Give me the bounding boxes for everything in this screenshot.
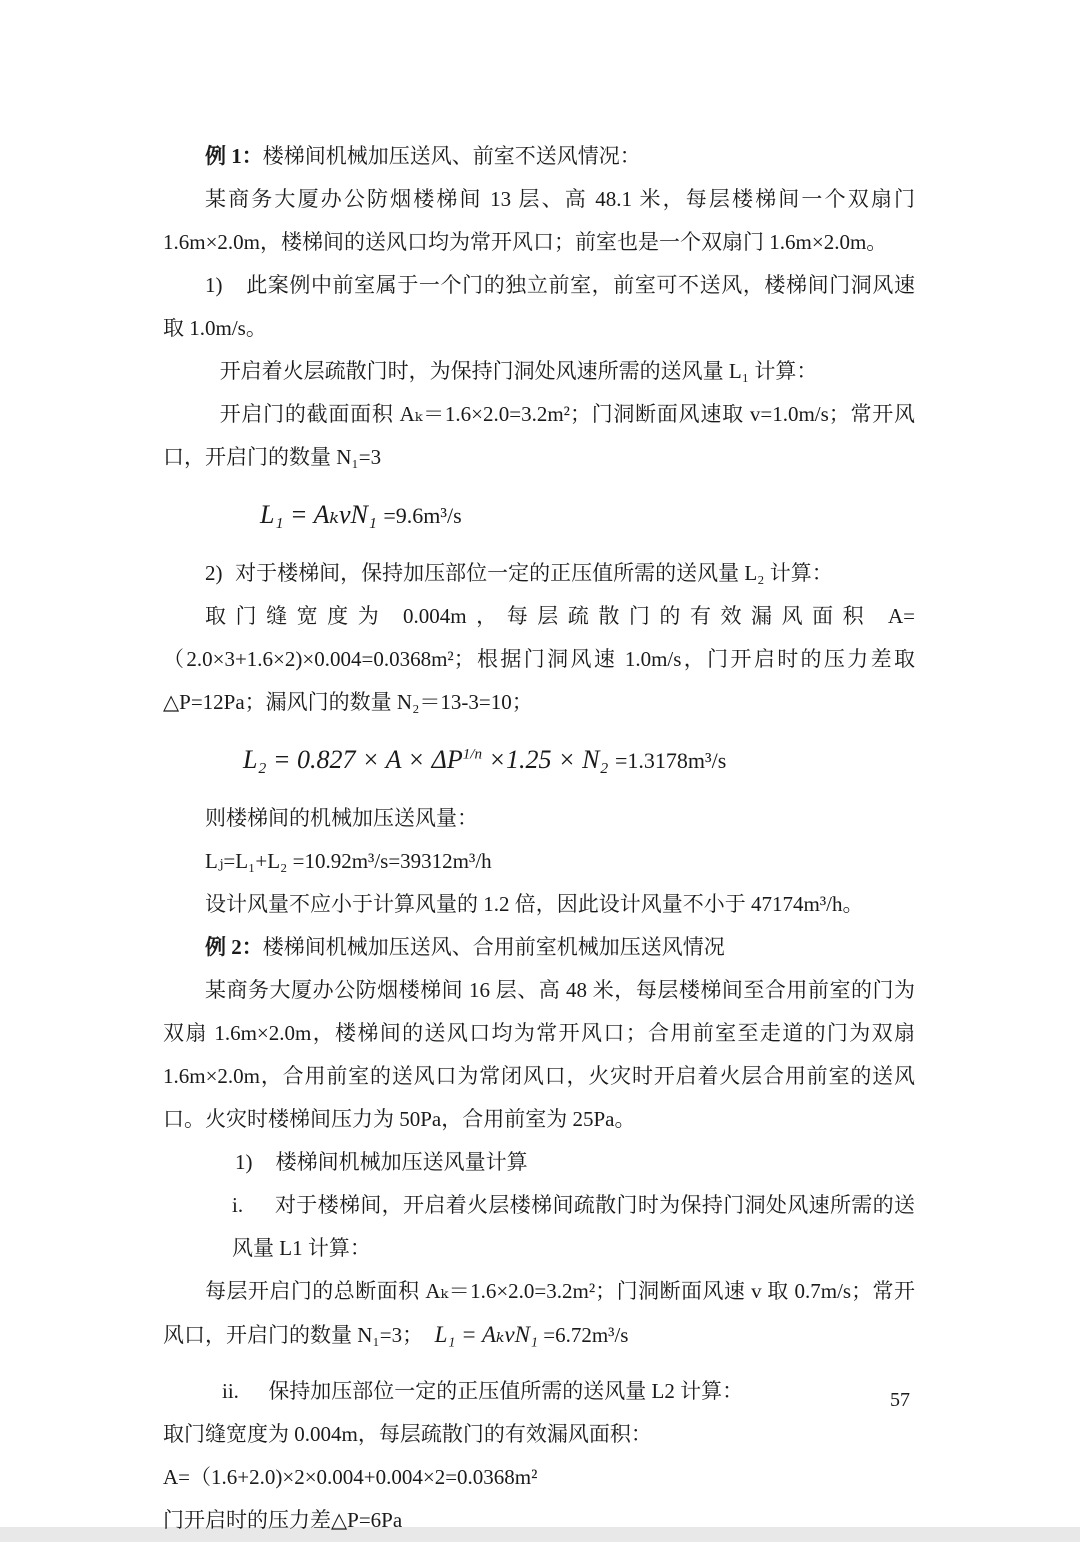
example2-ak-paragraph (163, 1270, 915, 1357)
example1-item-1-text: 此案例中前室属于一个门的独立前室，前室可不送风，楼梯间门洞风速取 1.0m/s。 (163, 273, 915, 340)
example2-formula-l1-result: =6.72m³/s (543, 1323, 629, 1347)
example2-sub-item-ii-text: 保持加压部位一定的正压值所需的送风量 L2 计算： (268, 1379, 744, 1403)
example2-sub-item-i-text: 对于楼梯间，开启着火层楼梯间疏散门时为保持门洞处风速所需的送风量 L1 计算： (232, 1193, 915, 1260)
list-marker-2: 2) (205, 561, 223, 585)
formula-l2-result: =1.3178m³/s (614, 748, 727, 773)
example1-total-paragraph: Lⱼ=L₁+L₂ =10.92m³/s=39312m³/h (205, 849, 492, 873)
example1-item-2 (163, 552, 915, 595)
example1-item-2-text: 对于楼梯间，保持加压部位一定的正压值所需的送风量 L₂ 计算： (235, 561, 833, 585)
example2-item-1 (235, 1141, 915, 1184)
example2-intro-paragraph: 某商务大厦办公防烟楼梯间 16 层、高 48 米，每层楼梯间至合用前室的门为双扇 1.6m×2.0m，楼梯间的送风口均为常开风口；合用前室至走道的门为双扇 1.6m×2.0m，合用前室的送风口为常闭风口，火灾时开启着火层合用前室的送风口。火灾时楼梯间压力为 50Pa，合用前室为 25Pa。 (163, 978, 915, 1131)
list-marker-1: 1) (205, 273, 223, 297)
example1-item-1 (163, 264, 915, 350)
example1-l1-intro-paragraph: 开启着火层疏散门时，为保持门洞处风速所需的送风量 L₁ 计算： (219, 359, 818, 383)
formula-l2-mid: ×1.25 × N₂ (482, 745, 609, 774)
example1-formula-l1 (260, 489, 915, 542)
example1-formula-l2 (243, 734, 915, 787)
example2-list-marker-1: 1) (235, 1150, 253, 1174)
example2-area-paragraph: A=（1.6+2.0)×2×0.004+0.004×2=0.0368m² (163, 1465, 538, 1489)
example2-ak-text: 每层开启门的总断面积 Aₖ＝1.6×2.0=3.2m²；门洞断面风速 v 取 0.7m/s；常开风口，开启门的数量 N₁=3； (163, 1279, 915, 1347)
page-number: 57 (890, 1389, 910, 1411)
example2-item-1-text: 楼梯间机械加压送风量计算 (275, 1150, 528, 1174)
example2-gap-paragraph: 取门缝宽度为 0.004m，每层疏散门的有效漏风面积： (163, 1422, 652, 1446)
example1-heading-label: 例 1： (205, 144, 263, 168)
example2-list-marker-i: i. (232, 1193, 244, 1217)
formula-l1-math: L₁ = AₖvN₁ (260, 500, 377, 529)
example1-intro-paragraph: 某商务大厦办公防烟楼梯间 13 层、高 48.1 米，每层楼梯间一个双扇门 1.6m×2.0m，楼梯间的送风口均为常开风口；前室也是一个双扇门 1.6m×2.0m。 (163, 187, 915, 254)
example2-formula-l1-math: L₁ = AₖvN₁ (434, 1322, 538, 1347)
example2-heading-text: 楼梯间机械加压送风、合用前室机械加压送风情况 (262, 935, 725, 959)
example1-l1-params-paragraph: 开启门的截面面积 Aₖ＝1.6×2.0=3.2m²；门洞断面风速取 v=1.0m/s；常开风口，开启门的数量 N₁=3 (163, 402, 915, 469)
example2-heading (163, 926, 915, 969)
example2-heading-label: 例 2： (205, 935, 263, 959)
example1-heading (163, 135, 915, 178)
formula-l2-exponent: 1/n (462, 746, 482, 763)
example2-sub-item-i (232, 1184, 915, 1270)
example2-dp-paragraph: 门开启时的压力差△P=6Pa (163, 1508, 403, 1532)
example2-list-marker-ii: ii. (222, 1379, 239, 1403)
example1-heading-text: 楼梯间机械加压送风、前室不送风情况： (262, 144, 641, 168)
example1-l2-params-paragraph: 取门缝宽度为 0.004m，每层疏散门的有效漏风面积 A=（2.0×3+1.6×2)×0.004=0.0368m²；根据门洞风速 1.0m/s，门开启时的压力差取△P=12Pa；漏风门的数量 N₂＝13-3=10； (163, 604, 915, 714)
formula-l1-result: =9.6m³/s (383, 503, 462, 528)
formula-l2-lhs: L₂ = 0.827 × A × ΔP (243, 745, 463, 774)
example2-sub-item-ii (222, 1370, 915, 1413)
example1-total-intro-paragraph: 则楼梯间的机械加压送风量： (205, 806, 478, 830)
example1-design-paragraph: 设计风量不应小于计算风量的 1.2 倍，因此设计风量不小于 47174m³/h。 (205, 892, 864, 916)
